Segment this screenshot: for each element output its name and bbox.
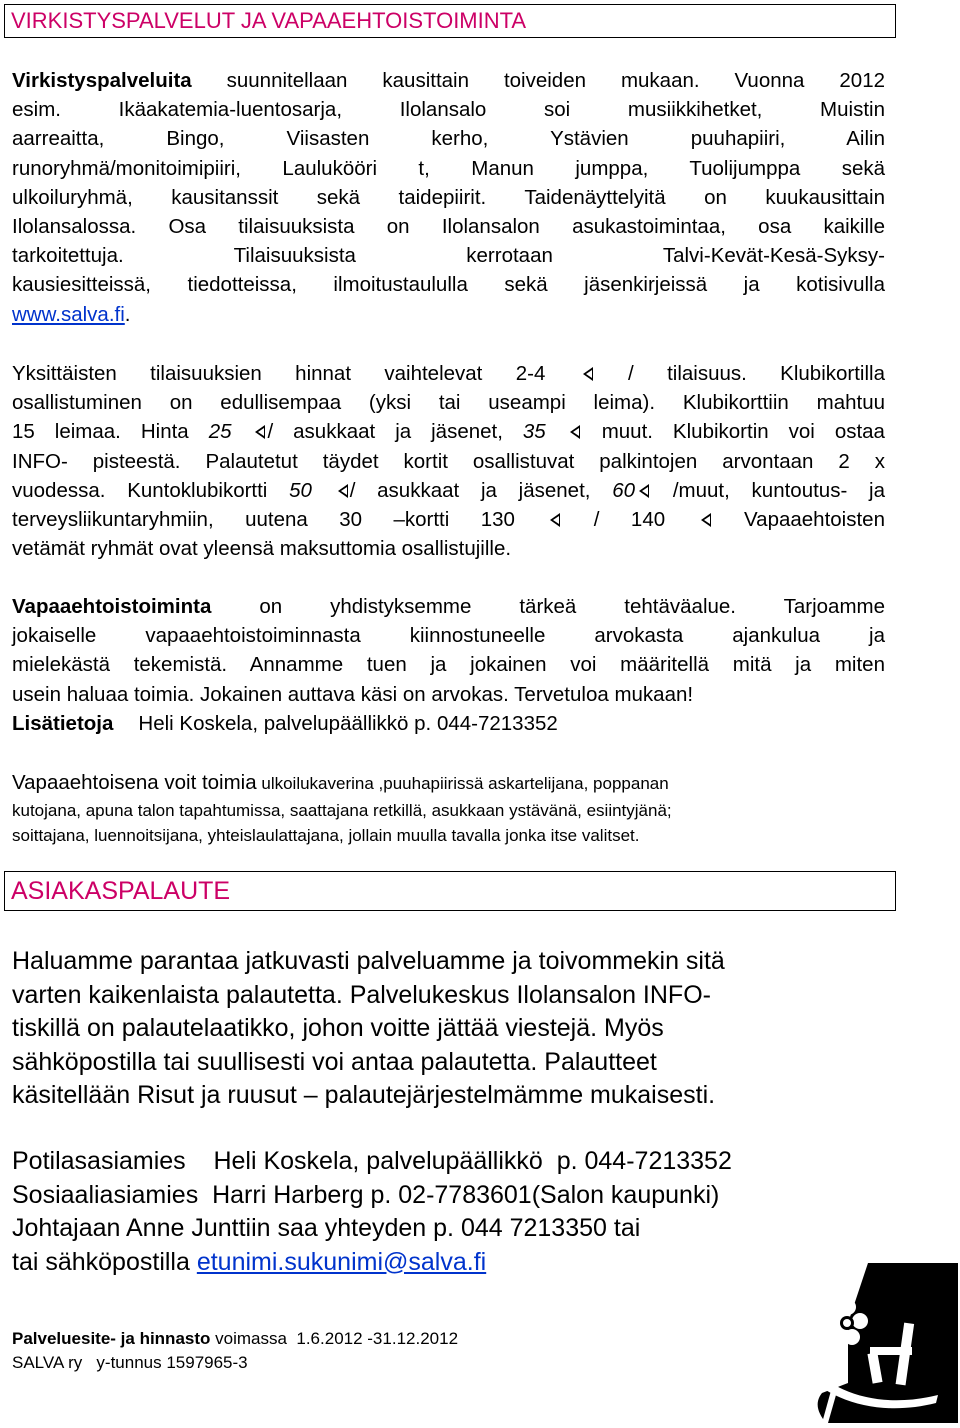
pricing-paragraph bbox=[12, 359, 885, 563]
text-fragment: on yhdistyksemme tärkeä tehtäväalue. Tarjoamme bbox=[211, 595, 885, 618]
text-line: Ilolansalossa. Osa tilaisuuksista on Ilolansalon asukastoimintaa, osa kaikille bbox=[12, 215, 885, 239]
text-line bbox=[12, 505, 885, 534]
text-fragment: suunnitellaan kausittain toiveiden mukaan. Vuonna 2012 bbox=[191, 69, 885, 92]
bold-term: Virkistyspalveluita bbox=[12, 69, 192, 92]
text-line: vetämät ryhmät ovat yleensä maksuttomia osallistujille. bbox=[12, 537, 512, 561]
text-line: jokaiselle vapaaehtoistoiminnasta kiinnostuneelle arvokasta ajankulua ja bbox=[12, 624, 885, 648]
volunteer-paragraph bbox=[12, 592, 885, 738]
text-fragment: / tilaisuus. Klubikortilla bbox=[628, 362, 885, 385]
euro-icon bbox=[568, 424, 580, 438]
text-fragment: vuodessa. Kuntoklubikortti bbox=[12, 478, 290, 502]
text-line: Haluamme parantaa jatkuvasti palveluamme ja toivommekin sitä bbox=[12, 947, 725, 975]
contact-line: Johtajaan Anne Junttiin saa yhteyden p. 044 7213350 tai bbox=[12, 1214, 641, 1242]
info-contact: Heli Koskela, palvelupäällikkö p. 044-7213352 bbox=[138, 711, 558, 735]
euro-icon bbox=[699, 512, 711, 526]
price-value: 50 bbox=[289, 478, 312, 502]
footer-dates: voimassa 1.6.2012 -31.12.2012 bbox=[210, 1329, 459, 1348]
text-fragment: Yksittäisten tilaisuuksien hinnat vaihtelevat 2-4 bbox=[12, 362, 546, 385]
euro-icon bbox=[336, 483, 348, 497]
text-line bbox=[12, 300, 885, 329]
contact-line bbox=[12, 1246, 885, 1280]
price-value: 35 bbox=[522, 420, 546, 444]
text-line: usein haluaa toimia. Jokainen auttava käsi on arvokas. Tervetuloa mukaan! bbox=[12, 682, 694, 706]
text-fragment: / 140 bbox=[593, 508, 666, 532]
text-line bbox=[12, 476, 885, 505]
text-line: esim. Ikäakatemia-luentosarja, Ilolansalo soi musiikkihetket, Muistin bbox=[12, 98, 885, 122]
roles-lead: Vapaaehtoisena voit toimia bbox=[12, 771, 257, 794]
footer-title: Palveluesite- ja hinnasto bbox=[12, 1329, 211, 1348]
text-line: kutojana, apuna talon tapahtumissa, saattajana retkillä, asukkaan ystävänä, esiintyjänä; bbox=[12, 801, 672, 820]
text-line: sähköpostilla tai suullisesti voi antaa palautetta. Palautteet bbox=[12, 1047, 657, 1076]
text-line: INFO- pisteestä. Palautetut täydet kortit osallistuvat palkintojen arvontaan 2 x bbox=[12, 449, 885, 473]
text-fragment: / asukkaat ja jäsenet, bbox=[267, 420, 523, 444]
info-label: Lisätietoja bbox=[12, 711, 114, 735]
text-fragment: terveysliikuntaryhmiin, uutena 30 –kortti 130 bbox=[12, 508, 515, 532]
bold-term: Vapaaehtoistoiminta bbox=[12, 595, 212, 618]
website-link[interactable]: www.salva.fi bbox=[12, 302, 125, 326]
text-fragment: /muut, kuntoutus- ja bbox=[672, 478, 885, 502]
euro-icon bbox=[637, 483, 649, 497]
feedback-paragraph bbox=[12, 945, 885, 1113]
text-line: käsitellään Risut ja ruusut – palautejärjestelmämme mukaisesti. bbox=[12, 1081, 716, 1109]
section-heading-box bbox=[4, 4, 896, 38]
volunteer-roles bbox=[12, 768, 885, 848]
text-line bbox=[12, 592, 885, 621]
footer bbox=[12, 1327, 458, 1375]
contact-line: Sosiaaliasiamies Harri Harberg p. 02-7783601(Salon kaupunki) bbox=[12, 1180, 720, 1209]
section-heading: VIRKISTYSPALVELUT JA VAPAAEHTOISTOIMINTA bbox=[11, 8, 527, 33]
text-line: kausiesitteissä, tiedotteissa, ilmoitustaululla sekä jäsenkirjeissä ja kotisivulla bbox=[12, 273, 885, 297]
euro-icon bbox=[253, 424, 265, 438]
price-value: 25 bbox=[208, 420, 232, 444]
text-line: osallistuminen on edullisempaa (yksi tai useampi leima). Klubikorttiin mahtuu bbox=[12, 391, 885, 415]
section-heading-box bbox=[4, 871, 896, 911]
text-fragment: Vapaaehtoisten bbox=[744, 508, 885, 532]
contacts-block bbox=[12, 1145, 885, 1279]
text-fragment: . bbox=[124, 302, 131, 326]
section-heading: ASIAKASPALAUTE bbox=[11, 877, 231, 905]
text-line: tarkoitettuja. Tilaisuuksista kerrotaan Talvi-Kevät-Kesä-Syksy- bbox=[12, 244, 885, 268]
text-line bbox=[12, 66, 885, 95]
text-line: mielekästä tekemistä. Annamme tuen ja jokainen voi määritellä mitä ja miten bbox=[12, 653, 885, 677]
price-value: 60 bbox=[612, 478, 636, 502]
text-line bbox=[12, 709, 885, 738]
text-line: aarreaitta, Bingo, Viisasten kerho, Ystävien puuhapiiri, Ailin bbox=[12, 127, 885, 151]
recreation-paragraph bbox=[12, 66, 885, 329]
text-line: tiskillä on palautelaatikko, johon voitte jättää viestejä. Myös bbox=[12, 1014, 664, 1042]
text-fragment: tai sähköpostilla bbox=[12, 1247, 197, 1276]
euro-icon bbox=[548, 512, 560, 526]
footer-org: SALVA ry y-tunnus 1597965-3 bbox=[12, 1353, 248, 1372]
text-fragment: ulkoilukaverina ,puuhapiirissä askartelijana, poppanan bbox=[256, 774, 669, 793]
text-line: soittajana, luennoitsijana, yhteislaulattajana, jollain muulla tavalla jonka itse valitset. bbox=[12, 826, 640, 845]
text-line bbox=[12, 417, 885, 446]
text-fragment: muut. Klubikortin voi ostaa bbox=[601, 420, 885, 444]
contact-line: Potilasasiamies Heli Koskela, palvelupäällikkö p. 044-7213352 bbox=[12, 1147, 732, 1175]
rocking-chair-flower-icon bbox=[808, 1263, 958, 1423]
text-line: ulkoiluryhmä, kausitanssit sekä taidepiirit. Taidenäyttelyitä on kuukausittain bbox=[12, 185, 885, 209]
text-line: runoryhmä/monitoimipiiri, Laulukööri t, Manun jumppa, Tuolijumppa sekä bbox=[12, 156, 885, 180]
text-line bbox=[12, 768, 885, 798]
email-link[interactable]: etunimi.sukunimi@salva.fi bbox=[196, 1247, 487, 1276]
euro-icon bbox=[581, 366, 593, 380]
text-fragment: 15 leimaa. Hinta bbox=[12, 420, 209, 444]
text-line bbox=[12, 359, 885, 388]
text-line: varten kaikenlaista palautetta. Palvelukeskus Ilolansalon INFO- bbox=[12, 980, 711, 1009]
text-fragment: / asukkaat ja jäsenet, bbox=[349, 478, 613, 502]
footer-validity bbox=[12, 1327, 458, 1351]
